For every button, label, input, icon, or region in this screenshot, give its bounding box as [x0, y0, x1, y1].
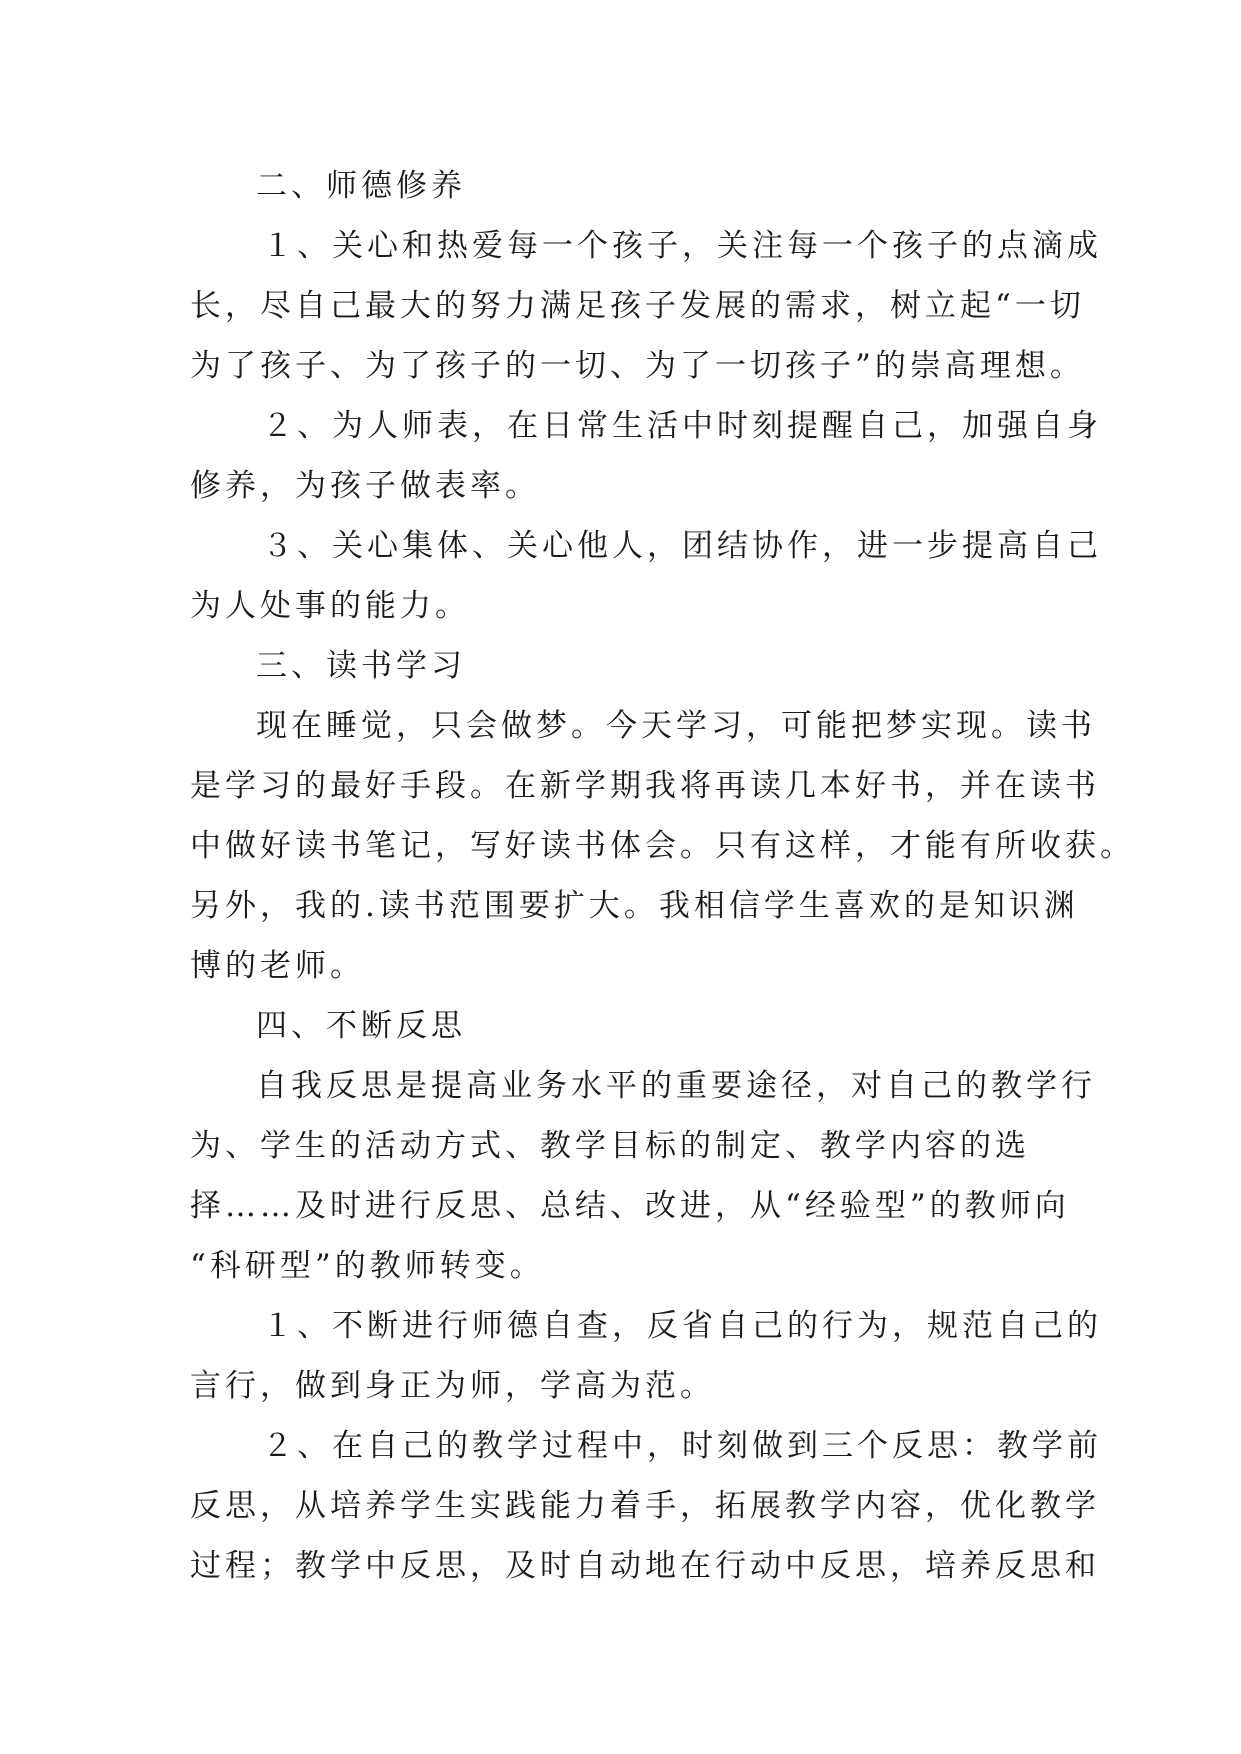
- document-body: [190, 156, 1135, 1596]
- paragraph-line: 修养，为孩子做表率。: [190, 468, 540, 504]
- paragraph-line: １、不断进行师德自查，反省自己的行为，规范自己的: [262, 1308, 1102, 1344]
- paragraph-line: 博的老师。: [190, 948, 365, 984]
- paragraph-line: １、关心和热爱每一个孩子，关注每一个孩子的点滴成: [262, 228, 1102, 264]
- paragraph-line: 过程；教学中反思，及时自动地在行动中反思，培养反思和: [190, 1548, 1100, 1584]
- paragraph-line: ２、为人师表，在日常生活中时刻提醒自己，加强自身: [262, 408, 1102, 444]
- paragraph-line: ３、关心集体、关心他人，团结协作，进一步提高自己: [262, 528, 1102, 564]
- paragraph-line: 自我反思是提高业务水平的重要途径，对自己的教学行: [256, 1068, 1096, 1104]
- section-heading: 四、不断反思: [256, 1008, 466, 1044]
- section-heading: 二、师德修养: [256, 168, 466, 204]
- paragraph-line: 中做好读书笔记，写好读书体会。只有这样，才能有所收获。: [190, 828, 1135, 864]
- paragraph-line: 为、学生的活动方式、教学目标的制定、教学内容的选: [190, 1128, 1030, 1164]
- paragraph-line: 长，尽自己最大的努力满足孩子发展的需求，树立起“一切: [190, 288, 1085, 324]
- paragraph-line: 言行，做到身正为师，学高为范。: [190, 1368, 715, 1404]
- paragraph-line: 为人处事的能力。: [190, 588, 470, 624]
- paragraph-line: ２、在自己的教学过程中，时刻做到三个反思：教学前: [262, 1428, 1102, 1464]
- paragraph-line: 另外，我的.读书范围要扩大。我相信学生喜欢的是知识渊: [190, 888, 1079, 924]
- section-heading: 三、读书学习: [256, 648, 466, 684]
- paragraph-line: 反思，从培养学生实践能力着手，拓展教学内容，优化教学: [190, 1488, 1100, 1524]
- paragraph-line: “科研型”的教师转变。: [190, 1248, 545, 1284]
- paragraph-line: 现在睡觉，只会做梦。今天学习，可能把梦实现。读书: [256, 708, 1096, 744]
- paragraph-line: 择……及时进行反思、总结、改进，从“经验型”的教师向: [190, 1188, 1070, 1224]
- paragraph-line: 是学习的最好手段。在新学期我将再读几本好书，并在读书: [190, 768, 1100, 804]
- paragraph-line: 为了孩子、为了孩子的一切、为了一切孩子”的崇高理想。: [190, 348, 1085, 384]
